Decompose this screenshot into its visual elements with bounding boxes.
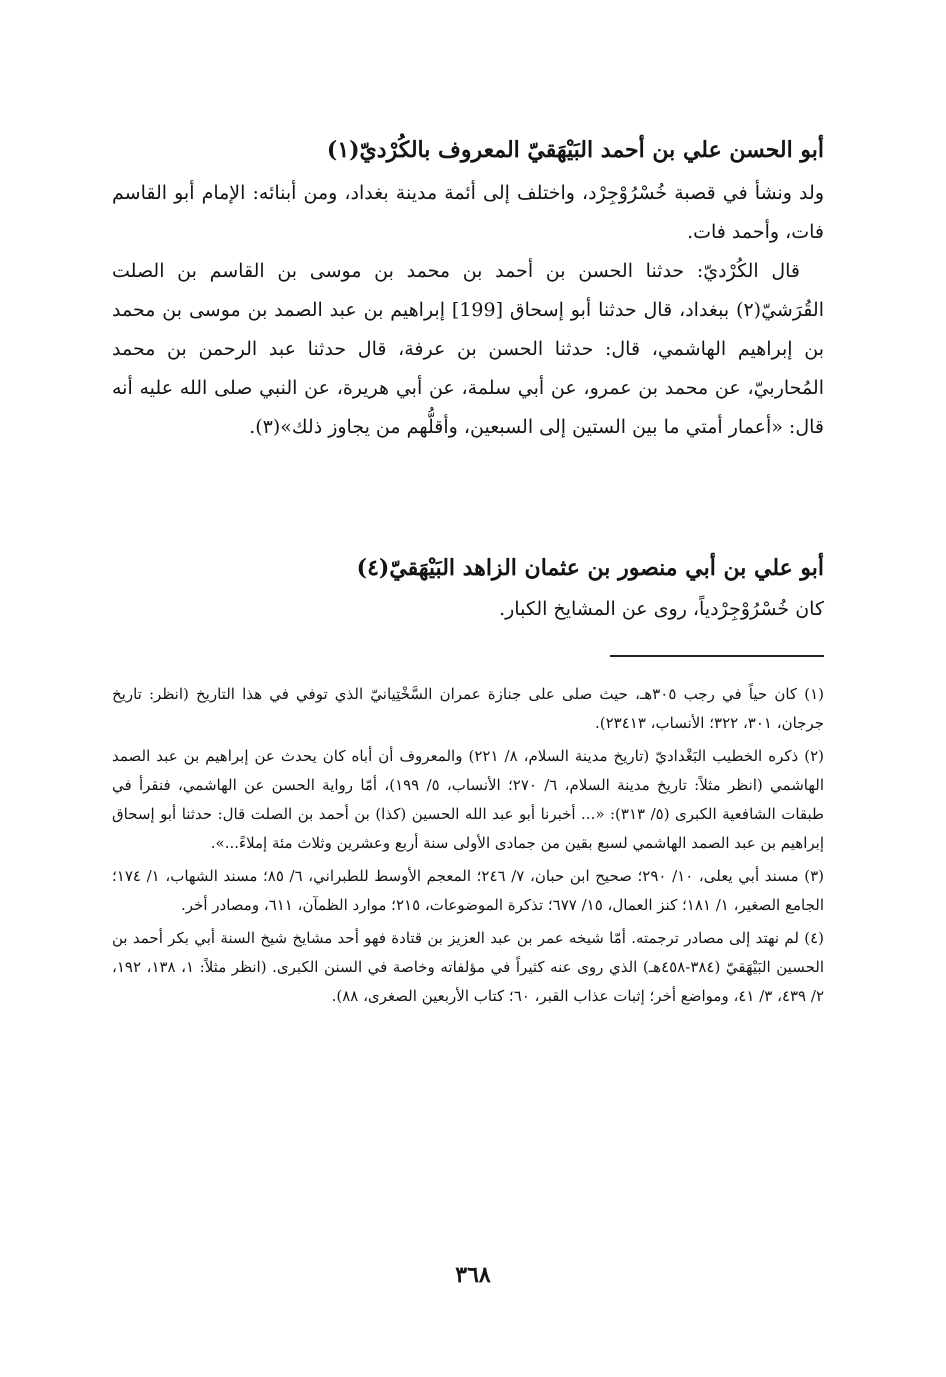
footnotes xyxy=(112,680,824,1015)
footnote-3: (٣) مسند أبي يعلى، ١٠/ ٢٩٠؛ صحيح ابن حبان، ٧/ ٢٤٦؛ المعجم الأوسط للطبراني، ٦/ ٨٥؛ مسند الشهاب، ١/ ١٧٤؛ الجامع الصغير، ١/ ١٨١؛ كنز العمال، ١٥/ ٦٧٧؛ تذكرة الموضوعات، ٢١٥؛ موارد الظمآن، ٦١١، ومصادر أخر. xyxy=(112,867,824,914)
entry-1-paragraph-2: قال الكُرْديّ: حدثنا الحسن بن أحمد بن محمد بن موسى بن القاسم بن الصلت القُرَشيّ(٢) ببغداد، قال حدثنا أبو إسحاق [199] إبراهيم بن عبد الصمد بن موسى بن محمد بن إبراهيم الهاشمي، قال: حدثنا الحسن بن عرفة، قال حدثنا عبد الرحمن بن محمد المُحاربيّ، عن محمد بن عمرو، عن أبي سلمة، عن أبي هريرة، عن النبي صلى الله عليه أنه قال: «أعمار أمتي ما بين الستين إلى السبعين، وأقلُّهم من يجاوز ذلك»(٣). xyxy=(112,260,824,438)
footnote-4: (٤) لم نهتد إلى مصادر ترجمته. أمّا شيخه عمر بن عبد العزيز بن قتادة فهو أحد مشايخ شيخ السنة أبي بكر أحمد بن الحسين البَيْهَقيّ (٣٨٤-٤٥٨هـ) الذي روى عنه كثيراً في مؤلفاته وخاصة في السنن الكبرى. (انظر مثلاً: ١، ١٣٨، ١٩٢، ٢/ ٤٣٩، ٣/ ٤١، ومواضع أخر؛ إثبات عذاب القبر، ٦٠؛ كتاب الأربعين الصغرى، ٨٨). xyxy=(112,929,825,1005)
entry-1-heading: أبو الحسن علي بن أحمد البَيْهَقيّ المعروف بالكُرْديّ(١) xyxy=(326,137,824,163)
footnote-divider xyxy=(610,655,824,657)
entry-2-heading: أبو علي بن أبي منصور بن عثمان الزاهد البَيْهَقيّ(٤) xyxy=(356,555,824,581)
footnote-1: (١) كان حياً في رجب ٣٠٥هـ، حيث صلى على جنازة عمران السَّخْتِيانيّ الذي توفي في هذا التاريخ (انظر: تاريخ جرجان، ٣٠١، ٣٢٢؛ الأنساب، ٢٣٤١٣). xyxy=(112,685,824,732)
footnote-2: (٢) ذكره الخطيب البَغْداديّ (تاريخ مدينة السلام، ٨/ ٢٢١) والمعروف أن أباه كان يحدث عن إبراهيم بن عبد الصمد الهاشمي (انظر مثلاً: تاريخ مدينة السلام، ٦/ ٢٧٠؛ الأنساب، ٥/ ١٩٩)، أمّا رواية الحسن عن الهاشمي، فنقرأ في طبقات الشافعية الكبرى (٥/ ٣١٣): «... أخبرنا أبو عبد الله الحسين (كذا) بن أحمد بن الصلت قال: حدثنا أبو إسحاق إبراهيم بن عبد الصمد الهاشمي لسبع بقين من جمادى الأولى سنة أربع وعشرين وثلاث مئة إملاءً...». xyxy=(112,747,825,852)
entry-1 xyxy=(112,132,824,447)
entry-2 xyxy=(112,550,824,629)
entry-2-body xyxy=(112,590,824,629)
page-number: ٣٦٨ xyxy=(455,1262,491,1288)
entry-1-body xyxy=(112,174,824,447)
entry-1-paragraph-1: ولد ونشأ في قصبة خُسْرُوْجِرْد، واختلف إلى أئمة مدينة بغداد، ومن أبنائه: الإمام أبو القاسم فات، وأحمد فات. xyxy=(112,182,824,243)
entry-2-paragraph-1: كان خُسْرُوْجِرْدياً، روى عن المشايخ الكبار. xyxy=(499,598,824,620)
